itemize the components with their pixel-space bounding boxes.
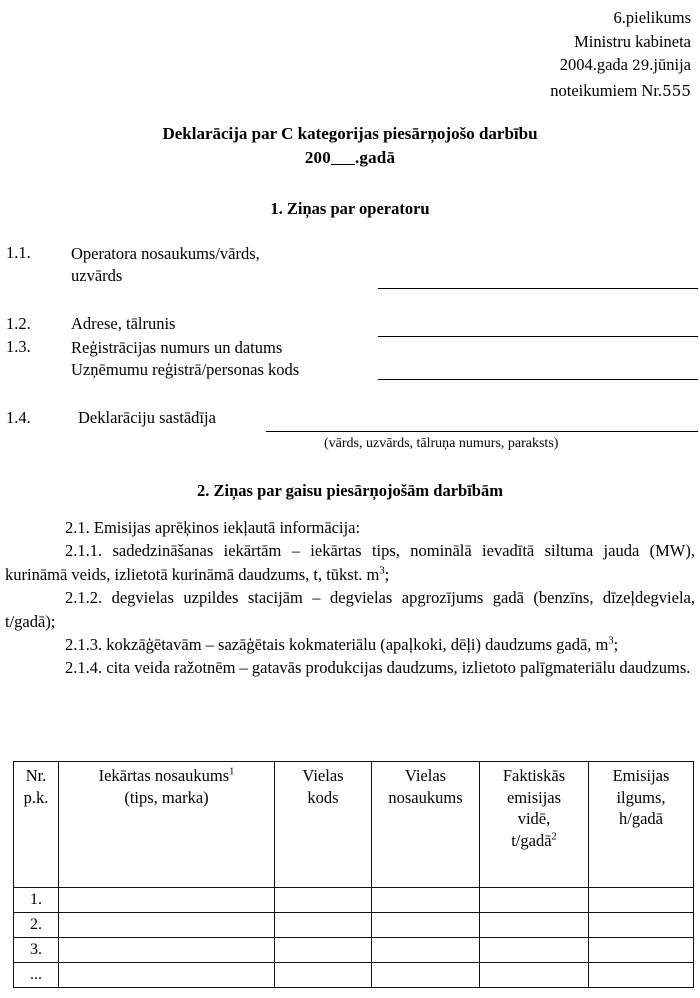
signature-caption: (vārds, uzvārds, tālruņa numurs, paraksts) xyxy=(324,436,559,451)
paragraph-2-1-2: 2.1.2. degvielas uzpildes stacijām – degvielas apgrozījums gadā (benzīns, dīzeļdegviela, t/gadā); xyxy=(5,588,695,631)
field-number-1-2: 1.2. xyxy=(6,314,31,333)
field-input-line-1-4[interactable] xyxy=(266,431,698,432)
cell-actual-emissions[interactable] xyxy=(480,913,589,938)
field-input-line-1-1[interactable] xyxy=(378,288,698,289)
table-row[interactable] xyxy=(14,938,694,963)
table-header-substance-name-l1: Vielas xyxy=(404,766,447,785)
section-heading-air-pollution: 2. Ziņas par gaisu piesārņojošām darbībām xyxy=(197,481,503,500)
table-body xyxy=(14,888,694,988)
table-header-equipment-name xyxy=(59,762,275,888)
header-rules-prefix: noteikumiem Nr. xyxy=(550,80,663,100)
title-line-1: Deklarācija par C kategorijas piesārņojošo darbību xyxy=(162,124,538,143)
cell-substance-name[interactable] xyxy=(372,963,480,988)
field-label-1-3 xyxy=(71,337,299,380)
table-row[interactable] xyxy=(14,963,694,988)
table-row-number: 2. xyxy=(14,913,59,938)
field-input-line-1-2[interactable] xyxy=(378,336,698,337)
cell-actual-emissions[interactable] xyxy=(480,888,589,913)
paragraph-2-1-1-sup: 3 xyxy=(379,565,385,577)
table-header-emission-duration-l2: ilgums, xyxy=(616,787,666,807)
table-header-emission-duration-l1: Emisijas xyxy=(612,766,670,785)
table-header-substance-code xyxy=(275,762,372,888)
field-label-1-2: Adrese, tālrunis xyxy=(71,314,176,333)
field-number-1-1: 1.1. xyxy=(6,243,31,262)
cell-emission-duration[interactable] xyxy=(589,938,694,963)
header-date-month: .jūnija xyxy=(649,55,691,74)
paragraph-2-1-3-sup: 3 xyxy=(608,635,614,647)
table-header-substance-name xyxy=(372,762,480,888)
paragraph-2-1-1-tail: ; xyxy=(384,564,390,584)
header-line-cabinet: Ministru kabineta xyxy=(574,31,691,51)
table-row-number: ... xyxy=(14,963,59,988)
table-row[interactable] xyxy=(14,913,694,938)
cell-substance-code[interactable] xyxy=(275,963,372,988)
field-input-line-1-3[interactable] xyxy=(378,379,698,380)
cell-substance-name[interactable] xyxy=(372,938,480,963)
cell-actual-emissions[interactable] xyxy=(480,963,589,988)
table-header-actual-emissions-l3: vidē, xyxy=(517,809,551,828)
cell-substance-name[interactable] xyxy=(372,888,480,913)
cell-emission-duration[interactable] xyxy=(589,963,694,988)
paragraph-2-1-3 xyxy=(5,633,695,656)
table-header-emission-duration-l3: h/gadā xyxy=(619,809,663,828)
table-header-actual-emissions-sup: 2 xyxy=(551,831,557,842)
field-number-1-4: 1.4. xyxy=(6,408,31,427)
table-header-emission-duration xyxy=(589,762,694,888)
table-header-substance-name-l2: nosaukums xyxy=(388,787,463,807)
field-label-1-1-line1: Operatora nosaukums/vārds, xyxy=(71,244,260,263)
paragraph-2-1-4: 2.1.4. cita veida ražotnēm – gatavās produkcijas daudzums, izlietoto palīgmateriālu daudzums. xyxy=(65,658,691,678)
table-header-actual-emissions-l4 xyxy=(480,830,588,852)
table-row-number: 3. xyxy=(14,938,59,963)
table-header-actual-emissions xyxy=(480,762,589,888)
header-date-prefix: 2004.gada xyxy=(559,55,633,74)
cell-equipment-name[interactable] xyxy=(59,938,275,963)
field-label-1-3-line2: Uzņēmumu reģistrā/personas kods xyxy=(71,359,300,379)
table-header-equipment-name-text: Iekārtas nosaukums xyxy=(98,766,230,785)
field-label-1-1 xyxy=(71,243,260,286)
operator-form xyxy=(0,0,700,480)
table-row[interactable] xyxy=(14,888,694,913)
paragraph-2-1-1-text: 2.1.1. sadedzināšanas iekārtām – iekārtas tips, nominālā ievadītā siltuma jauda (MW), kurināmā veids, izlietotā kurināmā daudzums, t, tūkst. m xyxy=(5,541,695,584)
cell-equipment-name[interactable] xyxy=(59,913,275,938)
header-rules-number: 555 xyxy=(662,81,691,100)
cell-emission-duration[interactable] xyxy=(589,888,694,913)
field-label-1-3-line1: Reģistrācijas numurs un datums xyxy=(71,338,283,357)
table-header-nr-l1: Nr. xyxy=(25,766,47,785)
table-header-equipment-name-l2: (tips, marka) xyxy=(124,787,209,807)
cell-substance-code[interactable] xyxy=(275,888,372,913)
paragraph-2-1: 2.1. Emisijas aprēķinos iekļautā informācija: xyxy=(65,518,361,537)
cell-substance-name[interactable] xyxy=(372,913,480,938)
cell-substance-code[interactable] xyxy=(275,913,372,938)
table-header-equipment-name-sup: 1 xyxy=(229,766,235,778)
field-label-1-1-line2: uzvārds xyxy=(71,265,123,285)
table-header-substance-code-l2: kods xyxy=(307,787,339,807)
table-header-row xyxy=(14,762,694,888)
table-header-nr-l2: p.k. xyxy=(23,787,49,807)
header-date-day: 29 xyxy=(632,58,650,74)
section-heading-operator: 1. Ziņas par operatoru xyxy=(270,199,430,218)
table-header-nr xyxy=(14,762,59,888)
table-header-equipment-name-l1 xyxy=(59,765,274,787)
table-header-actual-emissions-l1: Faktiskās xyxy=(502,766,566,785)
table-header-actual-emissions-l2: emisijas xyxy=(506,787,562,807)
cell-actual-emissions[interactable] xyxy=(480,938,589,963)
table-header-actual-emissions-unit: t/gadā xyxy=(511,830,552,850)
title-year-suffix: .gadā xyxy=(354,148,396,167)
header-line-appendix: 6.pielikums xyxy=(613,8,691,27)
cell-emission-duration[interactable] xyxy=(589,913,694,938)
body-paragraphs xyxy=(5,516,695,680)
cell-substance-code[interactable] xyxy=(275,938,372,963)
table-header-substance-code-l1: Vielas xyxy=(302,766,344,785)
emissions-table xyxy=(13,761,694,988)
paragraph-2-1-3-text: 2.1.3. kokzāģētavām – sazāģētais kokmateriālu (apaļkoki, dēļi) daudzums gadā, m xyxy=(65,635,609,655)
field-number-1-3: 1.3. xyxy=(6,337,31,356)
cell-equipment-name[interactable] xyxy=(59,963,275,988)
paragraph-2-1-3-tail: ; xyxy=(613,635,619,655)
cell-equipment-name[interactable] xyxy=(59,888,275,913)
paragraph-2-1-1 xyxy=(5,539,695,586)
field-label-1-4: Deklarāciju sastādīja xyxy=(78,408,216,427)
title-year-prefix: 200 xyxy=(304,148,331,167)
table-row-number: 1. xyxy=(14,888,59,913)
